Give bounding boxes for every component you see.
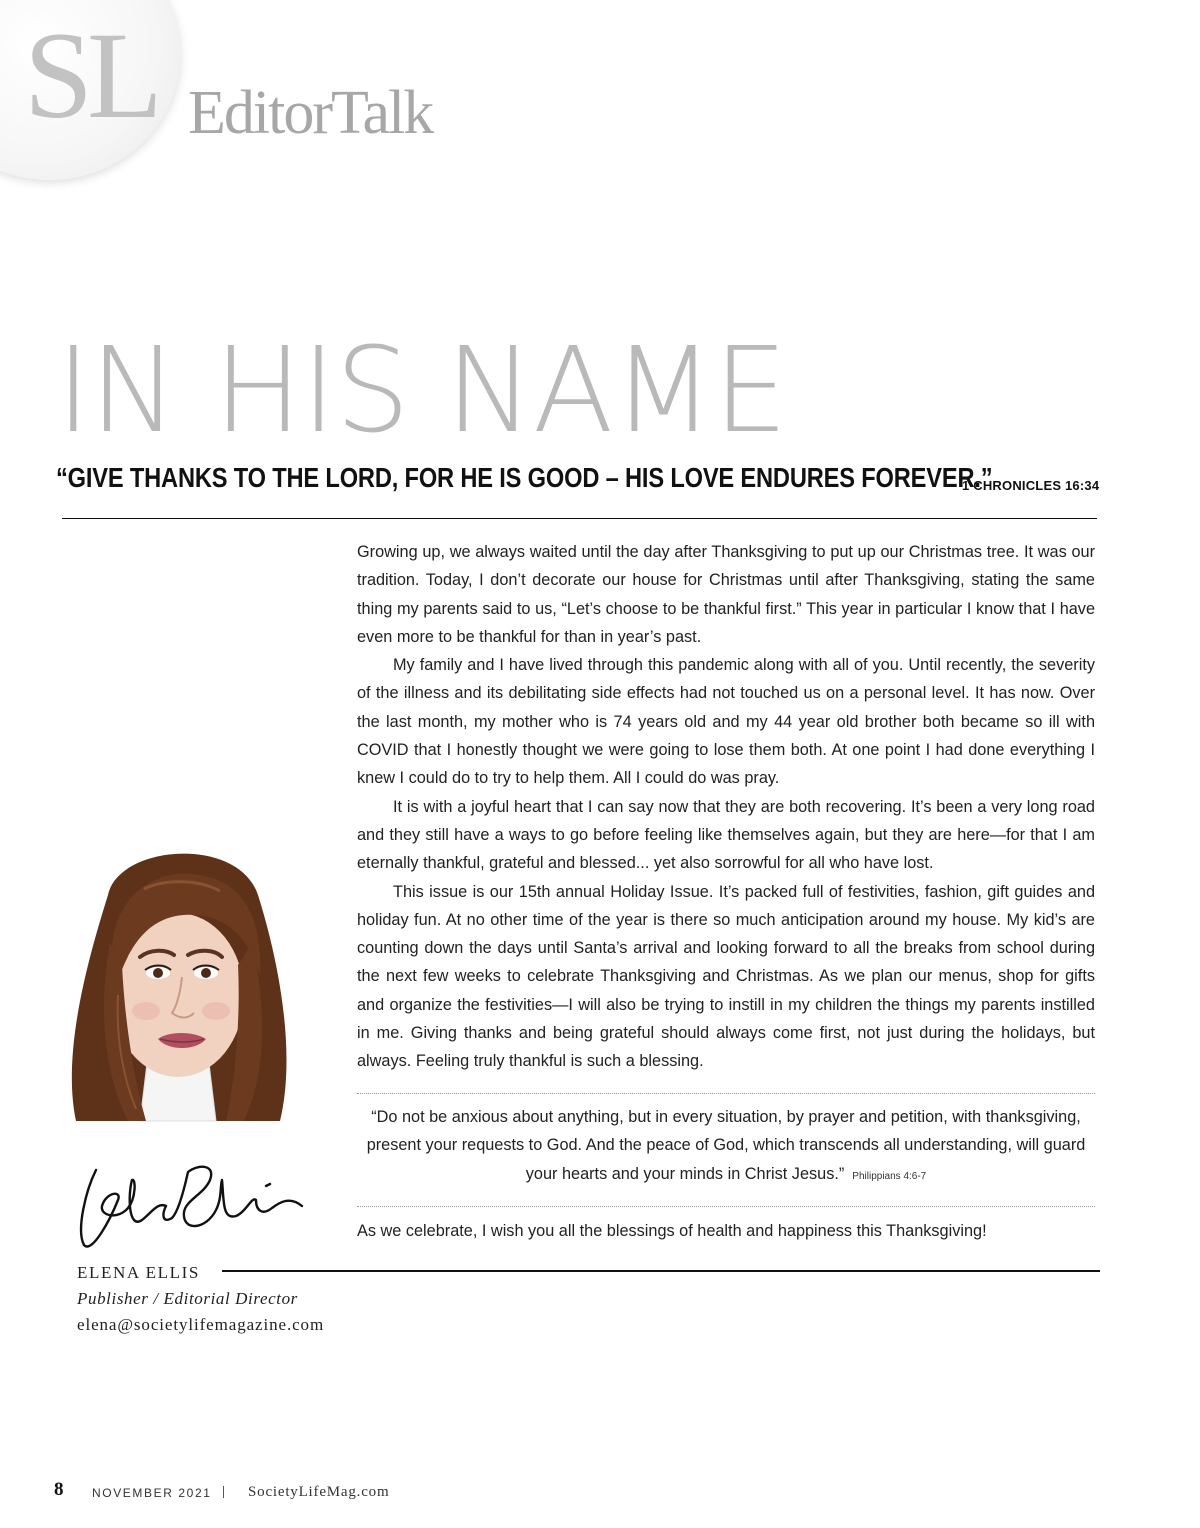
footer-separator: [223, 1486, 224, 1498]
scripture-quote: [357, 1103, 1095, 1191]
dotted-divider: [357, 1093, 1095, 1094]
logo-letters: SL: [24, 7, 157, 144]
page-number: 8: [54, 1479, 64, 1500]
pull-quote: [56, 462, 1145, 494]
footer-website-link[interactable]: SocietyLifeMag.com: [248, 1484, 390, 1500]
scripture-text: “Do not be anxious about anything, but in every situation, by prayer and petition, with thanksgiving, present your requests to God. And the peace of God, which transcends all understanding, will guard your hearts and your minds in Christ Jesus.”: [366, 1108, 1086, 1183]
paragraph: My family and I have lived through this pandemic along with all of you. Until recently, the severity of the illness and its debilitating side effects had not touched us on a personal level. It has now. Over the last month, my mother who is 74 years old and my 44 year old brother both became so ill with COVID that I honestly thought we were going to lose them both. At one point I had done everything I knew I could do to try to help them. All I could do was pray.: [357, 656, 1095, 788]
article-body: [357, 538, 1095, 1076]
scripture-reference: Philippians 4:6-7: [852, 1170, 927, 1182]
editor-signature: [66, 1150, 316, 1260]
pull-quote-text: “GIVE THANKS TO THE LORD, FOR HE IS GOOD – HIS LOVE ENDURES FOREVER.”: [56, 462, 993, 493]
issue-date: NOVEMBER 2021: [92, 1486, 212, 1500]
article-headline: IN HIS NAME: [56, 321, 787, 459]
pull-quote-reference: 1 CHRONICLES 16:34: [962, 478, 1100, 493]
divider-bottom: [222, 1270, 1100, 1272]
author-name: ELENA ELLIS: [77, 1263, 200, 1282]
paragraph: It is with a joyful heart that I can say now that they are both recovering. It’s been a very long road and they still have a ways to go before feeling like themselves again, but they are here—for that I am eternally thankful, grateful and blessed... yet also sorrowful for all who have lost.: [357, 797, 1095, 873]
editor-portrait-illustration: [48, 825, 308, 1125]
paragraph: Growing up, we always waited until the day after Thanksgiving to put up our Christmas tree. It was our tradition. Today, I don’t decorate our house for Christmas until after Thanksgiving, stating the same thing my parents said to us, “Let’s choose to be thankful first.” This year in particular I know that I have even more to be thankful for than in year’s past.: [357, 543, 1095, 646]
author-title: Publisher / Editorial Director: [77, 1289, 298, 1308]
author-email[interactable]: elena@societylifemagazine.com: [77, 1315, 325, 1334]
dotted-divider: [357, 1206, 1095, 1207]
closing-line: As we celebrate, I wish you all the blessings of health and happiness this Thanksgiving!: [357, 1222, 987, 1240]
paragraph: This issue is our 15th annual Holiday Issue. It’s packed full of festivities, fashion, gift guides and holiday fun. At no other time of the year is there so much anticipation around my house. My kid’s are counting down the days until Santa’s arrival and looking forward to all the breaks from school during the next few weeks to celebrate Thanksgiving and Christmas. As we plan our menus, shop for gifts and organize the festivities—I will also be trying to instill in my children the things my parents instilled in me. Giving thanks and being grateful should always come first, not just during the holidays, but always. Feeling truly thankful is such a blessing.: [357, 882, 1095, 1071]
section-title: EditorTalk: [188, 79, 433, 147]
divider-top: [62, 518, 1097, 519]
